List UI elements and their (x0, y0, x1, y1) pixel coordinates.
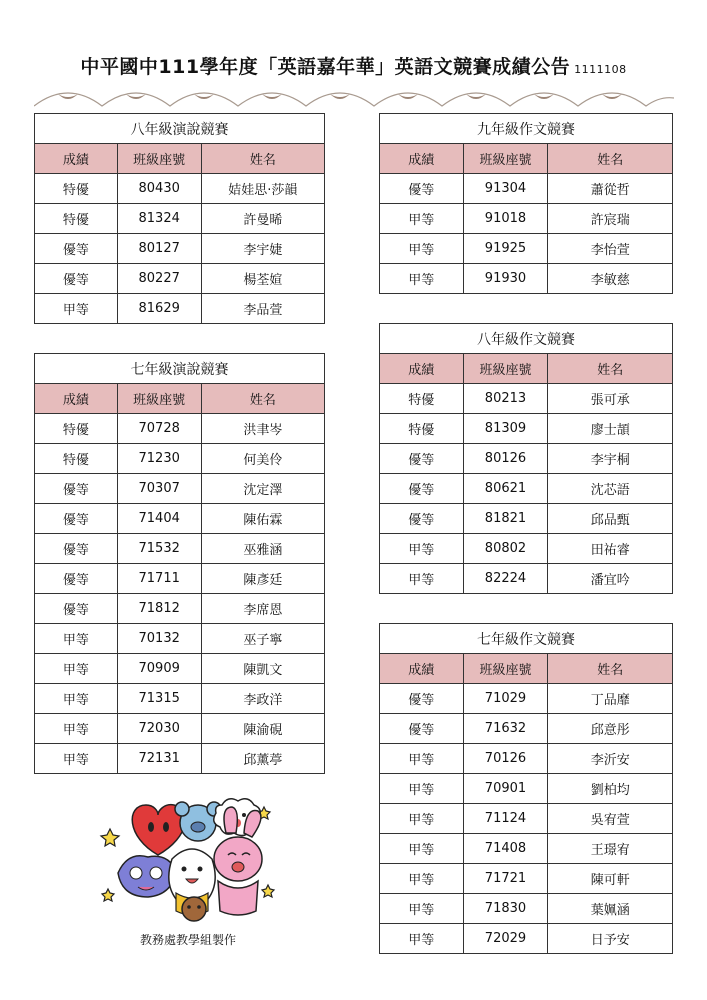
name-cell: 沈定澤 (201, 474, 324, 504)
class-seat-cell: 71315 (117, 684, 201, 714)
class-seat-cell: 70909 (117, 654, 201, 684)
class-seat-cell: 70728 (117, 414, 201, 444)
table-row (35, 294, 325, 324)
class-seat-column-header: 班級座號 (117, 384, 201, 414)
grade-cell: 優等 (35, 264, 118, 294)
page-title (0, 52, 707, 79)
name-cell: 洪聿岑 (201, 414, 324, 444)
grade-cell: 特優 (380, 414, 464, 444)
class-seat-cell: 70132 (117, 624, 201, 654)
announcement-date: 1111108 (574, 63, 627, 76)
class-seat-cell: 71408 (463, 834, 548, 864)
grade7-writing-table (379, 623, 673, 954)
table-caption-row (35, 354, 325, 384)
class-seat-cell: 91018 (463, 204, 548, 234)
table-row (35, 414, 325, 444)
table-row (380, 234, 673, 264)
table-caption: 七年級作文競賽 (380, 624, 673, 654)
grade-cell: 甲等 (35, 744, 118, 774)
class-seat-cell: 72029 (463, 924, 548, 954)
table-row (380, 744, 673, 774)
table-row (35, 234, 325, 264)
table-caption-row (380, 624, 673, 654)
name-cell: 廖士頡 (548, 414, 673, 444)
grade-cell: 甲等 (380, 564, 464, 594)
class-seat-cell: 71404 (117, 504, 201, 534)
table-caption-row (35, 114, 325, 144)
table-row (380, 384, 673, 414)
class-seat-cell: 71632 (463, 714, 548, 744)
name-cell: 李宇婕 (201, 234, 324, 264)
class-seat-cell: 80621 (463, 474, 548, 504)
table-header-row (380, 354, 673, 384)
grade-cell: 甲等 (35, 654, 118, 684)
grade-column-header: 成績 (380, 354, 464, 384)
name-cell: 蕭從哲 (548, 174, 673, 204)
class-seat-cell: 80126 (463, 444, 548, 474)
table-row (380, 174, 673, 204)
table-caption: 八年級作文競賽 (380, 324, 673, 354)
name-cell: 李沂安 (548, 744, 673, 774)
table-row (35, 174, 325, 204)
table-row (380, 924, 673, 954)
grade-cell: 優等 (380, 174, 464, 204)
grade-cell: 優等 (35, 234, 118, 264)
table-caption: 九年級作文競賽 (380, 114, 673, 144)
name-cell: 陳彥廷 (201, 564, 324, 594)
name-cell: 陳佑霖 (201, 504, 324, 534)
grade-cell: 特優 (35, 174, 118, 204)
name-column-header: 姓名 (548, 144, 673, 174)
grade-cell: 甲等 (380, 774, 464, 804)
grade-cell: 優等 (380, 504, 464, 534)
table-row (35, 684, 325, 714)
grade-cell: 甲等 (380, 744, 464, 774)
scallop-border-decoration (34, 84, 674, 114)
name-cell: 陳可軒 (548, 864, 673, 894)
table-row (380, 534, 673, 564)
grade-cell: 特優 (35, 444, 118, 474)
table-row (35, 204, 325, 234)
class-seat-cell: 81821 (463, 504, 548, 534)
class-seat-cell: 72030 (117, 714, 201, 744)
name-cell: 李品萱 (201, 294, 324, 324)
name-cell: 楊荃媗 (201, 264, 324, 294)
class-seat-cell: 80430 (117, 174, 201, 204)
class-seat-cell: 71711 (117, 564, 201, 594)
class-seat-column-header: 班級座號 (463, 354, 548, 384)
grade-cell: 優等 (35, 504, 118, 534)
table-row (380, 864, 673, 894)
grade-cell: 優等 (35, 594, 118, 624)
class-seat-cell: 91304 (463, 174, 548, 204)
name-cell: 陳渝硯 (201, 714, 324, 744)
grade-cell: 甲等 (380, 834, 464, 864)
name-cell: 巫雅涵 (201, 534, 324, 564)
grade-cell: 甲等 (380, 264, 464, 294)
grade-cell: 優等 (35, 534, 118, 564)
table-row (35, 444, 325, 474)
grade9-writing-table (379, 113, 673, 294)
table-row (35, 624, 325, 654)
name-cell: 姞娃思‧莎韻 (201, 174, 324, 204)
name-cell: 劉柏均 (548, 774, 673, 804)
class-seat-cell: 71830 (463, 894, 548, 924)
credit-area (98, 793, 278, 953)
grade-cell: 甲等 (380, 894, 464, 924)
name-cell: 張可承 (548, 384, 673, 414)
grade8-writing-table (379, 323, 673, 594)
name-cell: 陳凱文 (201, 654, 324, 684)
grade-cell: 甲等 (35, 684, 118, 714)
table-row (35, 714, 325, 744)
table-row (35, 534, 325, 564)
name-cell: 李敏慈 (548, 264, 673, 294)
name-cell: 邱薰葶 (201, 744, 324, 774)
class-seat-cell: 71029 (463, 684, 548, 714)
class-seat-cell: 70126 (463, 744, 548, 774)
grade-cell: 優等 (380, 474, 464, 504)
name-cell: 巫子寧 (201, 624, 324, 654)
grade-cell: 甲等 (380, 804, 464, 834)
name-cell: 何美伶 (201, 444, 324, 474)
class-seat-cell: 81309 (463, 414, 548, 444)
grade-cell: 特優 (380, 384, 464, 414)
grade-cell: 甲等 (35, 714, 118, 744)
name-cell: 邱品甄 (548, 504, 673, 534)
name-cell: 邱意彤 (548, 714, 673, 744)
table-row (380, 894, 673, 924)
name-cell: 李怡萱 (548, 234, 673, 264)
class-seat-cell: 70901 (463, 774, 548, 804)
name-cell: 李宇桐 (548, 444, 673, 474)
table-row (380, 204, 673, 234)
name-cell: 田祐睿 (548, 534, 673, 564)
name-column-header: 姓名 (201, 144, 324, 174)
class-seat-cell: 91925 (463, 234, 548, 264)
table-row (35, 594, 325, 624)
class-seat-cell: 71124 (463, 804, 548, 834)
class-seat-cell: 71532 (117, 534, 201, 564)
grade-column-header: 成績 (380, 144, 464, 174)
table-row (380, 504, 673, 534)
table-caption: 八年級演說競賽 (35, 114, 325, 144)
name-cell: 潘宜吟 (548, 564, 673, 594)
cartoon-characters-illustration (98, 793, 278, 929)
table-header-row (380, 654, 673, 684)
grade-cell: 優等 (380, 444, 464, 474)
table-row (380, 474, 673, 504)
table-caption-row (380, 324, 673, 354)
grade-cell: 優等 (380, 684, 464, 714)
name-cell: 許宸瑞 (548, 204, 673, 234)
grade-cell: 優等 (35, 564, 118, 594)
table-row (35, 654, 325, 684)
name-cell: 吳宥萱 (548, 804, 673, 834)
grade-cell: 甲等 (380, 234, 464, 264)
class-seat-cell: 80213 (463, 384, 548, 414)
name-cell: 丁品靡 (548, 684, 673, 714)
grade-cell: 特優 (35, 414, 118, 444)
table-row (35, 264, 325, 294)
name-cell: 王璟宥 (548, 834, 673, 864)
name-cell: 沈芯語 (548, 474, 673, 504)
table-row (380, 414, 673, 444)
class-seat-cell: 70307 (117, 474, 201, 504)
grade-column-header: 成績 (35, 384, 118, 414)
table-row (380, 564, 673, 594)
class-seat-cell: 80227 (117, 264, 201, 294)
class-seat-cell: 71230 (117, 444, 201, 474)
class-seat-cell: 81629 (117, 294, 201, 324)
title-text: 中平國中111學年度「英語嘉年華」英語文競賽成績公告 (80, 56, 571, 78)
table-header-row (35, 144, 325, 174)
table-header-row (35, 384, 325, 414)
name-cell: 李政洋 (201, 684, 324, 714)
table-row (380, 264, 673, 294)
table-row (380, 684, 673, 714)
table-row (380, 804, 673, 834)
grade7-speech-table (34, 353, 325, 774)
name-column-header: 姓名 (548, 354, 673, 384)
class-seat-column-header: 班級座號 (463, 144, 548, 174)
table-row (35, 744, 325, 774)
grade-cell: 甲等 (35, 624, 118, 654)
grade-column-header: 成績 (35, 144, 118, 174)
grade-cell: 甲等 (380, 924, 464, 954)
grade-cell: 甲等 (35, 294, 118, 324)
grade-column-header: 成績 (380, 654, 464, 684)
class-seat-cell: 80127 (117, 234, 201, 264)
table-row (35, 474, 325, 504)
grade-cell: 甲等 (380, 864, 464, 894)
table-row (380, 834, 673, 864)
table-row (380, 774, 673, 804)
name-column-header: 姓名 (548, 654, 673, 684)
grade-cell: 甲等 (380, 204, 464, 234)
table-row (380, 714, 673, 744)
class-seat-cell: 80802 (463, 534, 548, 564)
table-header-row (380, 144, 673, 174)
credit-text: 教務處教學組製作 (139, 933, 236, 947)
name-cell: 許曼晞 (201, 204, 324, 234)
grade8-speech-table (34, 113, 325, 324)
grade-cell: 甲等 (380, 534, 464, 564)
class-seat-cell: 71721 (463, 864, 548, 894)
table-caption-row (380, 114, 673, 144)
grade-cell: 特優 (35, 204, 118, 234)
class-seat-cell: 91930 (463, 264, 548, 294)
table-row (35, 564, 325, 594)
name-cell: 李席恩 (201, 594, 324, 624)
class-seat-cell: 82224 (463, 564, 548, 594)
class-seat-cell: 81324 (117, 204, 201, 234)
name-cell: 日予安 (548, 924, 673, 954)
grade-cell: 優等 (380, 714, 464, 744)
class-seat-cell: 72131 (117, 744, 201, 774)
grade-cell: 優等 (35, 474, 118, 504)
name-cell: 葉姵涵 (548, 894, 673, 924)
table-row (380, 444, 673, 474)
class-seat-cell: 71812 (117, 594, 201, 624)
name-column-header: 姓名 (201, 384, 324, 414)
table-caption: 七年級演說競賽 (35, 354, 325, 384)
class-seat-column-header: 班級座號 (117, 144, 201, 174)
class-seat-column-header: 班級座號 (463, 654, 548, 684)
table-row (35, 504, 325, 534)
